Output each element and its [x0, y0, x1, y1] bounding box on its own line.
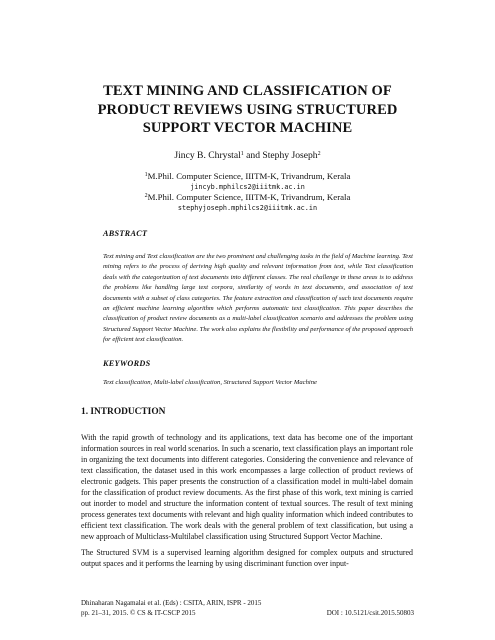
affiliation-text-2: M.Phil. Computer Science, IIITM-K, Trivandrum, Kerala: [147, 192, 351, 202]
footer-doi: DOI : 10.5121/csit.2015.50803: [326, 609, 414, 617]
email-1: jincyb.mphilcs2@iiitmk.ac.in: [190, 183, 305, 191]
footer-line-1: Dhinaharan Nagamalai et al. (Eds) : CSITA, ARIN, ISPR - 2015: [81, 599, 262, 607]
affiliation-2: [0, 192, 495, 203]
affiliation-sup-1: 1: [144, 172, 148, 178]
footer-citation: [81, 598, 261, 618]
abstract-text: Text mining and Text classification are the two prominent and challenging tasks in the field of Machine learning. Text mining refers to the process of deriving high quality and relevant information from text, while Text classification deals with the categorization of text documents into different classes. The real challenge in these areas is to address the problems like handling large text corpora, similarity of words in text documents, and association of text documents with a subset of class categories. The feature extraction and classification of such text documents require an efficient machine learning algorithm which performs automatic text classification. This paper describes the classification of product review documents as a multi-label classification scenario and addresses the problem using Structured Support Vector Machine. The work also explains the flexibility and performance of the proposed approach for efficient text classification.: [103, 253, 413, 344]
author-sup-2: 2: [317, 151, 321, 157]
intro-paragraph-2: The Structured SVM is a supervised learning algorithm designed for complex outputs and structured output spaces and it performs the learning by using discriminant function over input-: [81, 548, 413, 568]
author-conjunction: and: [243, 150, 263, 161]
keywords-text: Text classification, Multi-label classification, Structured Support Vector Machine: [103, 379, 317, 386]
affiliation-sup-2: 2: [144, 193, 148, 199]
paper-title: [0, 82, 495, 138]
author-name-1: Jincy B. Chrystal: [174, 150, 241, 161]
title-line-2: PRODUCT REVIEWS USING STRUCTURED: [97, 101, 398, 118]
intro-paragraph-1: With the rapid growth of technology and its applications, text data has become one of the important information sources in real world scenarios. In such a scenario, text classification plays an important role in organizing the text documents into different categories. Considering the convenience and relevance of text classification, the dataset used in this work encompasses a large collection of product reviews of electronic gadgets. This paper presents the construction of a classification model in multi-label domain for the classification of product review documents. As the first phase of this work, text mining is carried out inorder to model and structure the information content of textual sources. The result of text mining process generates text documents with relevant and high quality information which indeed contributes to efficient text classification. The work deals with the general problem of text classification, but using a new approach of Multiclass-Multilabel classification using Structured Support Vector Machine.: [81, 433, 413, 541]
keywords-heading: KEYWORDS: [103, 359, 151, 368]
title-line-1: TEXT MINING AND CLASSIFICATION OF: [103, 83, 392, 99]
author-line: [0, 150, 495, 161]
affiliation-1: [0, 171, 495, 182]
email-2: stephyjoseph.mphilcs2@iiitmk.ac.in: [177, 204, 318, 212]
affiliation-text-1: M.Phil. Computer Science, IIITM-K, Trivandrum, Kerala: [147, 171, 351, 181]
footer-line-2: pp. 21–31, 2015. © CS & IT-CSCP 2015: [81, 609, 196, 617]
author-name-2: Stephy Joseph: [262, 150, 318, 161]
author-sup-1: 1: [240, 151, 244, 157]
abstract-heading: ABSTRACT: [103, 229, 148, 238]
section-heading: 1. INTRODUCTION: [81, 407, 166, 417]
title-line-3: SUPPORT VECTOR MACHINE: [142, 120, 353, 136]
